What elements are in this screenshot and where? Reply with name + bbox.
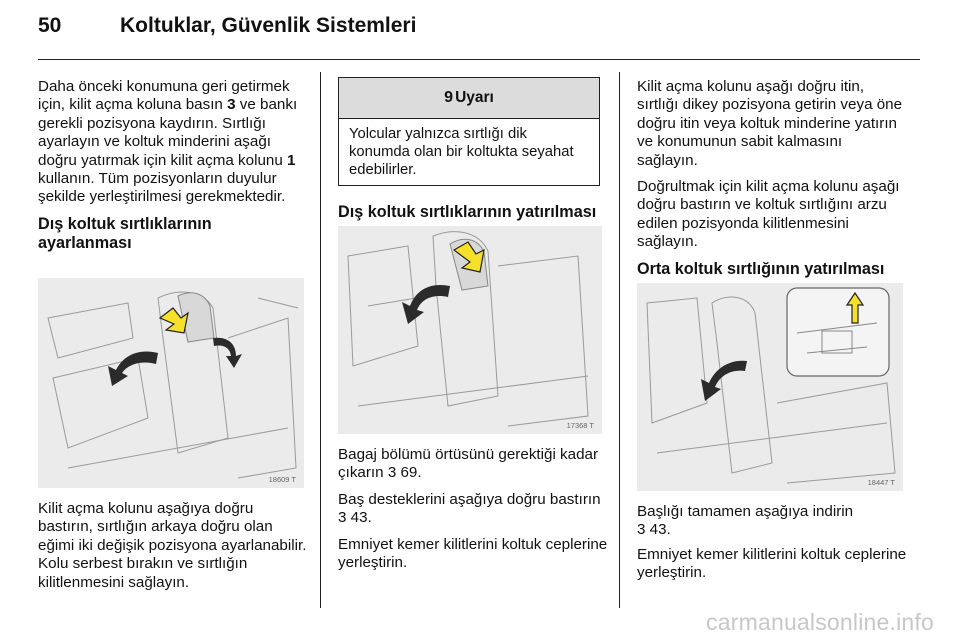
col3-heading: Orta koltuk sırtlığının yatırılması	[637, 259, 885, 278]
warning-title: Uyarı	[455, 89, 494, 106]
column-right	[637, 78, 907, 287]
column-divider	[619, 72, 620, 608]
col1-paragraph-1	[38, 78, 308, 207]
col3-paragraph-2: Doğrultmak için kilit açma kolunu aşağı doğru bastırın ve koltuk sırtlığını arzu edilen pozisyonda kilitlenmesini sağlayın.	[637, 178, 900, 251]
col3-paragraph-1: Kilit açma kolunu aşağı doğru itin, sırtlığı dikey pozisyona getirin veya öne doğru itin veya koltuk minderine yatırın ve konumunun sabit kalmasını sağlayın.	[637, 78, 903, 169]
header-divider	[38, 59, 920, 60]
col3-paragraph-4: Emniyet kemer kilitlerini koltuk ceplerine yerleştirin.	[637, 545, 907, 582]
col2-paragraph-2	[338, 491, 608, 528]
text: ve bankı gerekli pozisyona kaydırın. Sırtlığı ayarlayın ve koltuk minderini aşağı doğru yatırmak için kilit açma kolunu	[38, 96, 298, 169]
seat-drawing	[38, 278, 304, 488]
column-left-lower	[38, 500, 310, 600]
image-code: 17368 T	[566, 421, 594, 430]
page-number: 50	[38, 14, 62, 37]
page-title: Koltuklar, Güvenlik Sistemleri	[120, 14, 417, 37]
illustration-seat-fold	[338, 226, 602, 434]
ref-number: 3	[227, 96, 236, 114]
column-divider	[320, 72, 321, 608]
text: Başlığı tamamen aşağıya indirin	[637, 503, 854, 520]
page-reference: 3 69.	[387, 464, 422, 482]
col2-paragraph-3: Emniyet kemer kilitlerini koltuk ceplerine yerleştirin.	[338, 535, 608, 572]
col1-paragraph-2: Kilit açma kolunu aşağıya doğru bastırın, sırtlığın arkaya doğru olan eğimi iki değişik pozisyona ayarlanabilir. Kolu serbest bırakın ve sırtlığın kilitlenmesini sağlayın.	[38, 500, 307, 591]
warning-box	[338, 77, 600, 186]
image-code: 18447 T	[867, 478, 895, 487]
image-code: 18609 T	[268, 475, 296, 484]
text: Bagaj bölümü örtüsünü gerektiği kadar çıkarın	[338, 446, 599, 482]
warning-text: Yolcular yalnızca sırtlığı dik konumda olan bir koltukta seyahat edebilirler.	[349, 126, 574, 178]
curved-arrow-icon	[701, 361, 747, 401]
col3-paragraph-3	[637, 503, 907, 540]
seat-drawing	[338, 226, 602, 434]
curved-arrow-icon	[108, 352, 158, 386]
col2-paragraph-1	[338, 446, 608, 483]
watermark: carmanualsonline.info	[706, 609, 934, 635]
column-left	[38, 78, 308, 261]
ref-number: 1	[287, 151, 296, 169]
column-right-lower	[637, 503, 907, 591]
warning-header	[339, 78, 599, 119]
page-reference: 3 43.	[637, 521, 671, 539]
seat-drawing	[637, 283, 903, 491]
text: Baş desteklerini aşağıya doğru bastırın	[338, 490, 601, 508]
col1-heading: Dış koltuk sırtlıklarının ayarlanması	[38, 214, 212, 252]
curved-arrow-icon	[402, 285, 450, 324]
warning-icon: 9	[444, 89, 454, 106]
column-middle-lower	[338, 446, 608, 580]
col2-heading: Dış koltuk sırtlıklarının yatırılması	[338, 203, 597, 221]
illustration-center-seat	[637, 283, 903, 491]
page-reference: 3 43.	[338, 509, 372, 527]
text: kullanın. Tüm pozisyonların duyulur şekilde yerleştirilmesi gerekmektedir.	[38, 170, 286, 206]
illustration-seat-recline	[38, 278, 304, 488]
text: Daha önceki konumuna geri getirmek için, kilit açma koluna basın	[38, 78, 290, 114]
curved-arrow-icon	[213, 338, 242, 368]
